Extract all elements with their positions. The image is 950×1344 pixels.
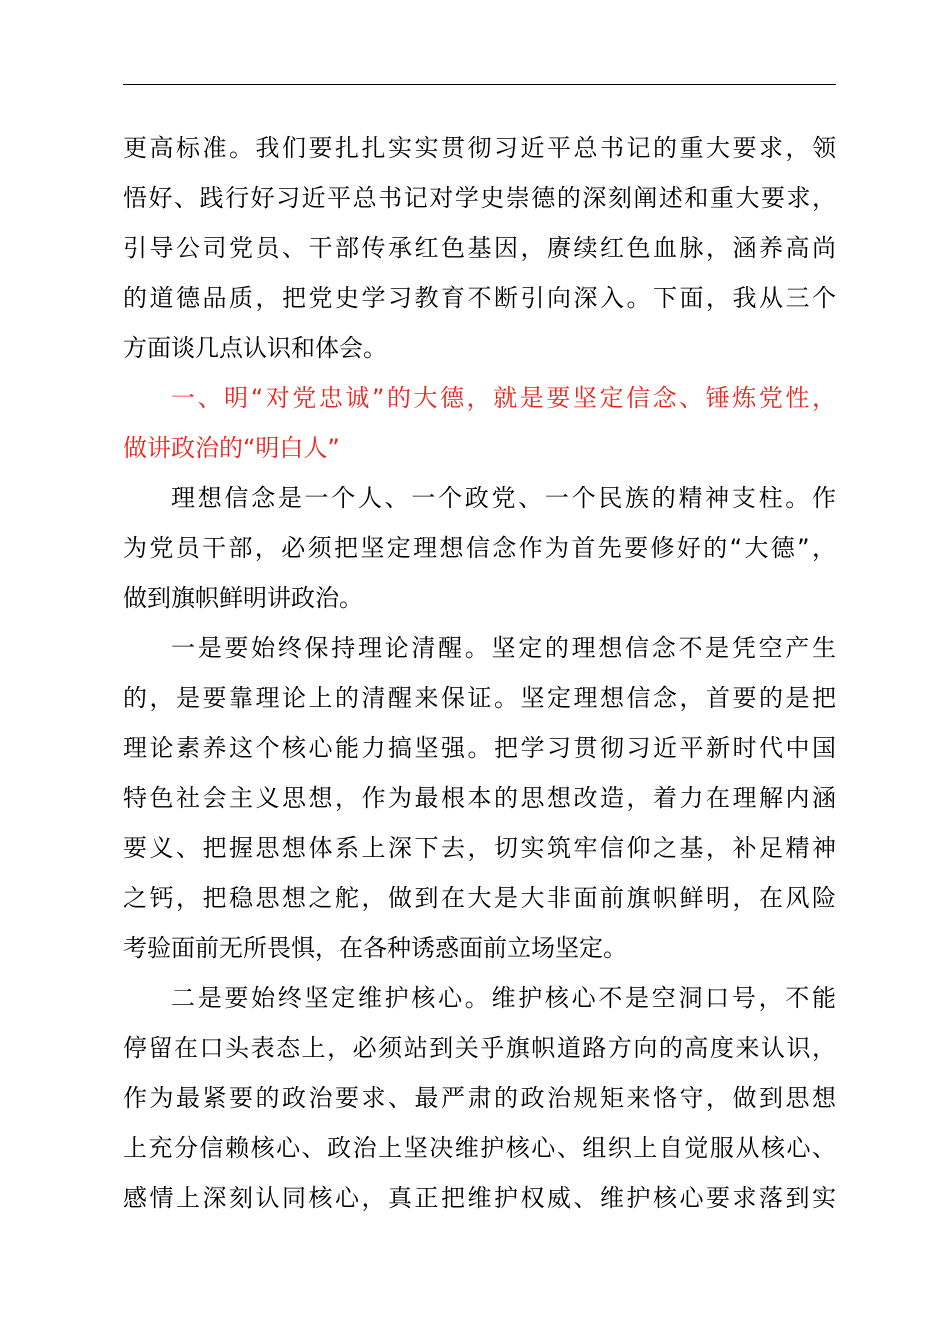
text-line: 的，是要靠理论上的清醒来保证。坚定理想信念，首要的是把 bbox=[123, 684, 836, 712]
text-line: 停留在口头表态上，必须站到关乎旗帜道路方向的高度来认识， bbox=[123, 1034, 836, 1062]
text-line: 感情上深刻认同核心，真正把维护权威、维护核心要求落到实 bbox=[123, 1184, 836, 1212]
text-line: 理想信念是一个人、一个政党、一个民族的精神支柱。作 bbox=[171, 484, 836, 512]
text-line: 的道德品质，把党史学习教育不断引向深入。下面，我从三个 bbox=[123, 284, 836, 312]
text-line: 理论素养这个核心能力搞坚强。把学习贯彻习近平新时代中国 bbox=[123, 734, 836, 762]
text-line: 要义、把握思想体系上深下去，切实筑牢信仰之基，补足精神 bbox=[123, 834, 836, 862]
section-heading: 一、明“对党忠诚”的大德，就是要坚定信念、锤炼党性， bbox=[171, 384, 836, 412]
text-line: 悟好、践行好习近平总书记对学史崇德的深刻阐述和重大要求， bbox=[123, 184, 836, 212]
text-line: 上充分信赖核心、政治上坚决维护核心、组织上自觉服从核心、 bbox=[123, 1134, 836, 1162]
text-line: 更高标准。我们要扎扎实实贯彻习近平总书记的重大要求，领 bbox=[123, 134, 836, 162]
text-line: 为党员干部，必须把坚定理想信念作为首先要修好的“大德”， bbox=[123, 534, 836, 562]
text-line: 引导公司党员、干部传承红色基因，赓续红色血脉，涵养高尚 bbox=[123, 234, 836, 262]
text-line: 作为最紧要的政治要求、最严肃的政治规矩来恪守，做到思想 bbox=[123, 1084, 836, 1112]
text-line: 做到旗帜鲜明讲政治。 bbox=[123, 584, 363, 612]
text-line: 特色社会主义思想，作为最根本的思想改造，着力在理解内涵 bbox=[123, 784, 836, 812]
header-rule bbox=[123, 84, 836, 85]
text-line: 方面谈几点认识和体会。 bbox=[123, 334, 387, 362]
text-line: 一是要始终保持理论清醒。坚定的理想信念不是凭空产生 bbox=[171, 634, 836, 662]
section-heading: 做讲政治的“明白人” bbox=[123, 434, 340, 462]
text-line: 考验面前无所畏惧，在各种诱惑面前立场坚定。 bbox=[123, 934, 627, 962]
text-line: 二是要始终坚定维护核心。维护核心不是空洞口号，不能 bbox=[171, 984, 836, 1012]
text-line: 之钙，把稳思想之舵，做到在大是大非面前旗帜鲜明，在风险 bbox=[123, 884, 836, 912]
